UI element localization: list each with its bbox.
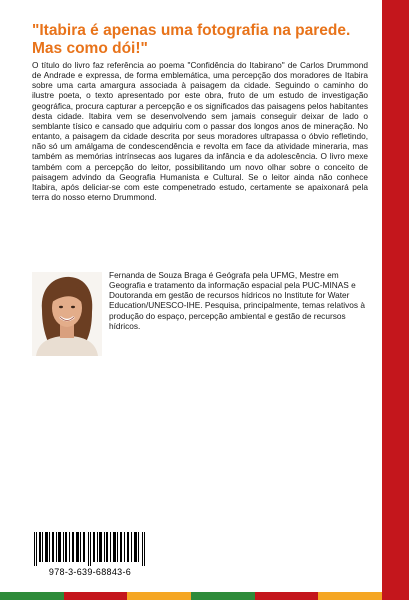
author-bio: Fernanda de Souza Braga é Geógrafa pela UFMG, Mestre em Geografia e tratamento da informação espacial pela PUC-MINAS e Doutoranda em gestão de recursos hídricos no Institute for Water Education/UNESCO-IHE. Pesquisa, principalmente, temas relativos à produção do espaço, percepção ambiental e gestão de recursos hídricos. [109, 270, 365, 331]
stripe-green [191, 592, 255, 600]
book-blurb: O título do livro faz referência ao poema "Confidência do Itabirano" de Carlos Drummond de Andrade e expressa, de forma emblemática, uma percepção dos moradores de Itabira sobre uma carta amargura associada à paisagem da cidade. Seguindo o caminho do ilustre poeta, o texto apresentado por este obra, fruto de um estudo de investigação geográfica, procura capturar a percepção e os significados das paisagens pelos habitantes desta cidade. Itabira vem se desenvolvendo sem jamais conseguir deixar de lado o semblante tísico e cansado que adquiriu com o passar dos longos anos de mineração. No entanto, a paisagem da cidade descrita por seus moradores ultrapassa o óbvio refletindo, não só um amálgama de condescendência e revolta em face da atividade mineraria, mas também as memórias intrínsecas aos lugares da infância e da adolescência. O livro mexe também com a percepção do leitor, possibilitando um novo olhar sobre o conceito de paisagem advindo da Geografia Humanista e Cultural. Se o leitor ainda não conhece Itabira, após deliciar-se com este compenetrado estudo, certamente se apaixonará pela terra do nosso eterno Drummond. [32, 60, 368, 203]
stripe-yellow [318, 592, 382, 600]
color-stripes [0, 592, 382, 600]
isbn-barcode [32, 532, 148, 578]
barcode-image [32, 532, 148, 566]
book-title: "Itabira é apenas uma fotografia na parede. Mas como dói!" [32, 22, 351, 57]
author-photo [32, 272, 102, 356]
stripe-green [0, 592, 64, 600]
isbn-number: 978-3-639-68843-6 [48, 567, 132, 577]
stripe-red [255, 592, 319, 600]
spine-bar [382, 0, 409, 600]
stripe-yellow [127, 592, 191, 600]
stripe-red [64, 592, 128, 600]
